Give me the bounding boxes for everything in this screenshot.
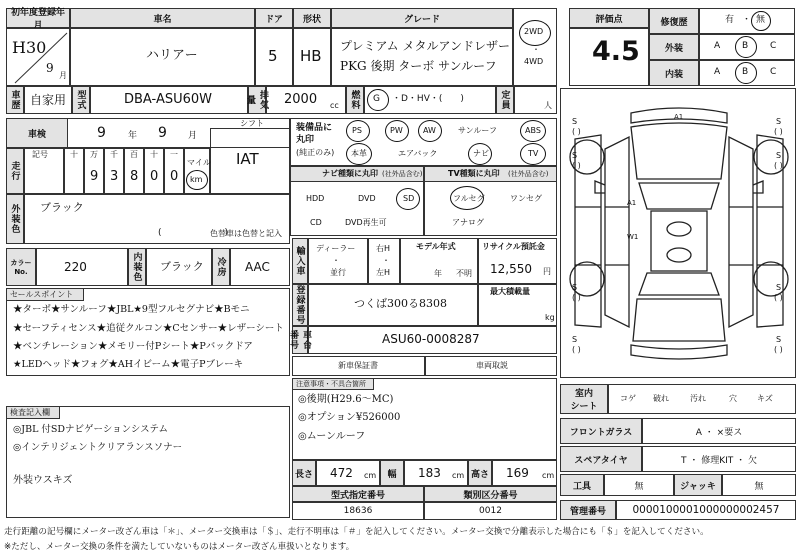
color-value: ブラック: [40, 201, 84, 214]
height-value: 169: [506, 466, 529, 480]
width-value: 183: [418, 466, 441, 480]
navi-dvd: DVD: [358, 194, 376, 203]
note-line: ◎オプション¥526000: [298, 412, 401, 423]
inspector-line: ◎インテリジェントクリアランスソナー: [13, 442, 183, 453]
first-reg-header: 初年度登録年月: [6, 8, 70, 28]
diagram-mark-s: S: [776, 335, 782, 344]
color-header: 外装色: [6, 194, 24, 244]
digit-header: 一: [170, 150, 178, 159]
ac-value: AAC: [245, 260, 270, 274]
diagram-mark-paren: ( ): [774, 293, 783, 302]
inspector-line: ◎JBL 付SDナビゲーションシステム: [13, 424, 168, 435]
exterior-header: 外装: [649, 34, 699, 60]
equip-ps: PS: [352, 126, 362, 135]
navi-sd: SD: [403, 194, 415, 203]
tv-fullseg: フルセグ: [453, 194, 485, 203]
diagram-mark-s: S: [572, 151, 578, 160]
mileage-digit: 9: [90, 169, 99, 184]
tv-oneseg: ワンセグ: [510, 194, 542, 203]
interior-b: B: [742, 67, 749, 77]
grade-header: グレード: [331, 8, 513, 28]
color-code-value: 220: [64, 260, 87, 274]
width-unit: cm: [452, 471, 465, 480]
digit-header: 十: [70, 150, 78, 159]
sales-point-line: ★セーフティセンス★追従クルコン★Cセンサー★レザーシート: [13, 323, 284, 334]
tools-value: 無: [604, 474, 674, 496]
left-hand: 左H: [376, 268, 391, 277]
repair-header: 修復歴: [649, 8, 699, 34]
doors-header: ドア: [255, 8, 293, 28]
navi-cd: CD: [310, 218, 322, 227]
spare-tire-value: T ・ 修理KIT ・ 欠: [642, 446, 796, 472]
note-line: ◎ムーンルーフ: [298, 431, 366, 442]
cc-unit: cc: [330, 101, 339, 110]
drive-2wd: 2WD: [524, 27, 544, 36]
equip-pw: PW: [390, 126, 403, 135]
registration-value: つくば300る8308: [354, 297, 447, 310]
exterior-c: C: [770, 41, 777, 51]
seat-burn: コゲ: [620, 394, 636, 403]
import-dot: ・: [332, 256, 340, 265]
diagram-mark-paren: ( ): [774, 161, 783, 170]
notes-header: 注意事項・不具合箇所: [296, 380, 366, 388]
model-year-unit: 年: [434, 269, 442, 278]
recycle-value: 12,550: [490, 262, 532, 276]
import-dealer: ディーラー: [316, 244, 356, 253]
ac-header: 冷房: [212, 248, 230, 286]
tv-analog: アナログ: [452, 218, 484, 227]
type-designation-header: 型式指定番号: [292, 486, 424, 502]
equip-airbag: エアバック: [398, 149, 438, 158]
interior-color-value: ブラック: [160, 260, 204, 273]
equip-leather: 本革: [351, 149, 367, 158]
tools-header: 工具: [560, 474, 604, 496]
repair-yes: 有: [725, 15, 735, 25]
navi-dvd-play: DVD再生可: [345, 218, 387, 227]
mileage-digit: 0: [150, 169, 159, 184]
capacity-header: 定員: [496, 86, 514, 114]
navi-hdd: HDD: [306, 194, 325, 203]
score-header: 評価点: [569, 8, 649, 28]
model-year-unknown: 不明: [456, 269, 472, 278]
use-header: 車歴: [6, 86, 24, 114]
inspector-header: 検査記入欄: [10, 408, 50, 417]
inspector-box: [6, 406, 290, 518]
digit-header: 千: [110, 150, 118, 159]
km-label: km: [190, 175, 203, 184]
handle-dot: ・: [382, 256, 390, 265]
interior-seat-header: [560, 384, 608, 414]
sales-point-line: ★LEDヘッド★フォグ★AHイビーム★電子Pブレーキ: [13, 359, 244, 370]
interior-seat-label-1: 室内: [574, 389, 593, 399]
diagram-mark-s: S: [776, 283, 782, 292]
recycle-label: リサイクル預託金: [482, 242, 545, 251]
diagram-mark-s: S: [776, 151, 782, 160]
yen-unit: 円: [543, 267, 551, 276]
height-unit: cm: [542, 471, 555, 480]
seat-tear: 破れ: [653, 394, 669, 403]
reg-month: 9: [46, 61, 54, 75]
mileage-sign-label: 記号: [32, 150, 48, 159]
length-header: 長さ: [292, 460, 316, 486]
diagram-mark-paren: ( ): [774, 345, 783, 354]
sales-point-line: ★ターボ★サンルーフ★JBL★9型フルセグナビ★Bモニ: [13, 304, 250, 315]
model-year-label: モデル年式: [416, 242, 456, 251]
equip-aw: AW: [423, 126, 436, 135]
sales-points-header: セールスポイント: [10, 290, 74, 299]
inspection-year: 9: [97, 125, 106, 141]
diagram-mark-paren: ( ): [774, 127, 783, 136]
era-year: H30: [12, 38, 47, 57]
fuel-g: G: [373, 94, 380, 104]
length-unit: cm: [364, 471, 377, 480]
type-designation-value: 18636: [292, 502, 424, 520]
body-type-value: HB: [300, 47, 322, 65]
grade-line-1: プレミアム メタルアンドレザー: [340, 39, 511, 53]
footer-line-1: 走行距離の記号欄にメーター改ざん車は「＊」、メーター交換車は「＄」、走行不明車は「＃」を記入してください。メーター交換で分離表示した場合にも「＄」を記入してください。: [4, 527, 709, 537]
mileage-digit: 8: [130, 169, 139, 184]
height-header: 高さ: [468, 460, 492, 486]
right-hand: 右H: [376, 244, 391, 253]
mileage-digit: 3: [110, 169, 119, 184]
inspector-line: 外装ウスキズ: [13, 475, 73, 486]
interior-seat-label-2: シート: [570, 402, 598, 412]
exterior-a: A: [714, 41, 721, 51]
diagram-mark-paren: ( ): [572, 293, 581, 302]
interior-c: C: [770, 67, 777, 77]
drive-4wd: 4WD: [524, 57, 544, 66]
capacity-unit: 人: [544, 101, 552, 110]
equip-navi: ナビ: [473, 149, 489, 158]
diagram-mark-s: S: [572, 283, 578, 292]
month-unit: 月: [59, 71, 67, 80]
footer-line-2: ※ただし、メーター交換の条件を満たしていないものはメーター改ざん車扱いとなります。: [4, 542, 355, 552]
import-header: 輸入車: [292, 238, 308, 284]
inspection-year-unit: 年: [128, 131, 138, 141]
color-paren: ( ): [158, 228, 229, 238]
equip-tv: TV: [528, 149, 539, 158]
chassis-header: 車台番号: [292, 326, 308, 354]
equipment-label-1: 装備品に: [296, 123, 333, 133]
jack-header: ジャッキ: [674, 474, 722, 496]
navi-type-note: (社外品含む): [382, 170, 423, 178]
navi-type-title: ナビ種類に丸印: [322, 169, 378, 178]
color-code-header: カラーNo.: [6, 248, 36, 286]
diagram-mark-s: S: [572, 335, 578, 344]
diagram-mark-paren: ( ): [572, 345, 581, 354]
tv-type-note: (社外品含む): [508, 170, 549, 178]
model-header: 型式: [72, 86, 90, 114]
width-header: 幅: [380, 460, 404, 486]
damage-w1: W1: [627, 233, 639, 241]
score-value: 4.5: [592, 36, 640, 67]
color-note: 色替車は色替と記入: [210, 229, 282, 238]
control-number-header: 管理番号: [560, 500, 616, 520]
digit-header: 百: [130, 150, 138, 159]
shift-header: シフト: [240, 119, 264, 128]
damage-a1-top: A1: [674, 113, 684, 121]
repair-dot: ・: [742, 15, 752, 25]
exterior-b: B: [742, 41, 749, 51]
max-load-label: 最大積載量: [490, 287, 530, 296]
diagram-mark-paren: ( ): [572, 161, 581, 170]
mileage-header: 走行: [6, 148, 24, 194]
registration-header: 登録番号: [292, 284, 308, 326]
digit-header: 万: [90, 150, 98, 159]
class-value: 0012: [424, 502, 557, 520]
jack-value: 無: [722, 474, 796, 496]
equipment-label-2: 丸印: [296, 135, 315, 145]
seat-scratch: キズ: [757, 394, 773, 403]
model-value: DBA-ASU60W: [124, 92, 212, 107]
inspection-header: 車検: [6, 118, 68, 148]
equip-abs: ABS: [525, 126, 541, 135]
windshield-header: フロントガラス: [560, 418, 642, 444]
inspection-month: 9: [158, 125, 167, 141]
use-value: 自家用: [30, 93, 67, 107]
chassis-value: ASU60-0008287: [382, 332, 480, 346]
fuel-header: 燃料: [346, 86, 364, 114]
windshield-value: A ・ ×要ス: [642, 418, 796, 444]
grade-cell: [331, 28, 513, 86]
mileage-digit: 0: [170, 169, 179, 184]
digit-header: 十: [150, 150, 158, 159]
vehicle-manual: 車両取説: [476, 361, 508, 370]
interior-color-header: 内装色: [128, 248, 146, 286]
fuel-options: ・D・HV・( ): [392, 94, 464, 104]
car-diagram: [561, 89, 797, 379]
grade-line-2: PKG 後期 ターボ サンルーフ: [340, 59, 497, 73]
length-value: 472: [330, 466, 353, 480]
tv-type-title: TV種類に丸印: [448, 169, 500, 178]
diagram-mark-s: S: [572, 117, 578, 126]
repair-no: 無: [756, 15, 766, 25]
displacement-header: 排気量: [248, 86, 266, 114]
import-parallel: 並行: [330, 268, 346, 277]
interior-a: A: [714, 67, 721, 77]
sales-point-line: ★ベンチレーション★メモリー付Pシート★Pバックドア: [13, 341, 253, 352]
seat-dirt: 汚れ: [690, 394, 706, 403]
damage-diagram-box: [560, 88, 796, 378]
shift-value: IAT: [236, 150, 259, 168]
class-header: 類別区分番号: [424, 486, 557, 502]
damage-a1-side: A1: [627, 199, 637, 207]
footer-notes: [4, 525, 709, 555]
spare-tire-header: スペアタイヤ: [560, 446, 642, 472]
diagram-mark-s: S: [776, 117, 782, 126]
seat-hole: 穴: [729, 394, 737, 403]
equipment-label-3: (純正のみ): [296, 148, 335, 157]
inspection-month-unit: 月: [188, 131, 198, 141]
equip-sunroof: サンルーフ: [458, 126, 497, 135]
car-name-value: ハリアー: [146, 48, 198, 63]
new-warranty: 新車保証書: [338, 361, 378, 370]
drive-dot: ・: [532, 45, 540, 54]
kg-unit: kg: [545, 313, 555, 322]
note-line: ◎後期(H29.6〜MC): [298, 394, 394, 405]
body-type-header: 形状: [293, 8, 331, 28]
displacement-value: 2000: [284, 92, 318, 107]
car-name-header: 車名: [70, 8, 255, 28]
doors-value: 5: [268, 47, 278, 65]
mile-label: マイル: [187, 158, 211, 167]
diagram-mark-paren: ( ): [572, 127, 581, 136]
interior-header: 内装: [649, 60, 699, 86]
control-number-value: 0000100001000000002457: [616, 500, 796, 520]
